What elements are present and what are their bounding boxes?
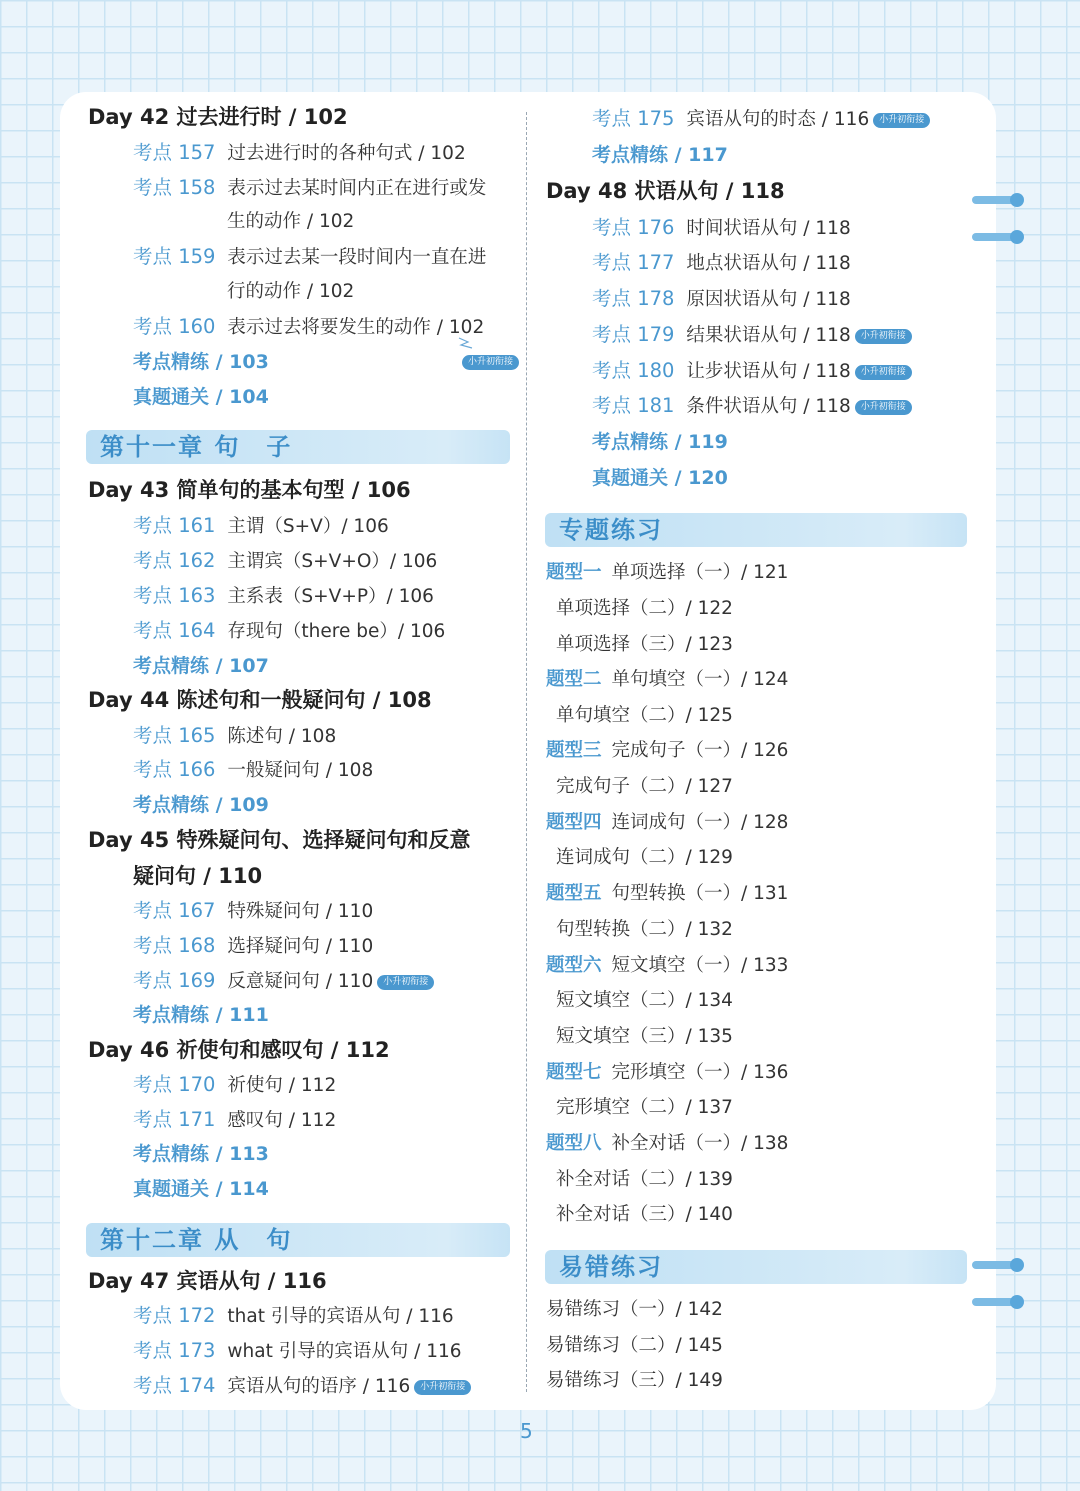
toc-kaodian-entry[interactable] [592,215,851,242]
topic-title: 连词成句（一）/ 128 [611,812,789,833]
topic-type-label: 题型三 [546,740,602,761]
kaodian-number: 考点 160 [133,315,216,338]
continuation-text: 生的动作 / 102 [227,211,355,232]
kaodian-title: that 引导的宾语从句 / 116 [227,1306,454,1327]
day-title: 陈述句和一般疑问句 / 108 [176,688,432,712]
toc-topic-entry[interactable] [556,596,733,622]
toc-day-entry[interactable] [546,178,785,204]
day-title: 状语从句 / 118 [634,179,785,203]
topic-title: 完形填空（二）/ 137 [556,1097,733,1118]
day-title: 宾语从句 / 116 [176,1269,327,1293]
kaodian-title: 陈述句 / 108 [227,726,337,747]
day-label: Day 42 [88,105,170,129]
toc-kaodian-entry[interactable] [592,393,912,420]
kaodian-title: 主谓（S+V）/ 106 [227,516,389,537]
topic-title: 完成句子（一）/ 126 [611,740,789,761]
xiaoshengchu-badge: 小升初衔接 [377,975,434,990]
binder-ring [972,1261,1020,1269]
kaodian-title: 让步状语从句 / 118 [686,361,851,382]
topic-type-label: 题型七 [546,1062,602,1083]
day-label: Day 45 [88,828,170,852]
kaodian-number: 考点 174 [133,1374,216,1397]
binder-ring [972,1298,1020,1306]
practice-link: 考点精练 / 119 [592,431,728,453]
kaodian-title: 过去进行时的各种句式 / 102 [227,143,466,164]
toc-topic-entry[interactable] [546,1060,788,1086]
day-title: 祈使句和感叹句 / 112 [176,1038,390,1062]
kaodian-title: 表示过去将要发生的动作 / 102 [227,317,485,338]
kaodian-title: 一般疑问句 / 108 [227,760,374,781]
kaodian-title: 原因状语从句 / 118 [686,289,851,310]
continuation-text: 疑问句 / 110 [133,864,263,888]
toc-topic-entry[interactable] [546,881,788,907]
kaodian-title: 感叹句 / 112 [227,1110,337,1131]
kaodian-number: 考点 172 [133,1304,216,1327]
kaodian-number: 考点 163 [133,584,216,607]
day-title: 过去进行时 / 102 [176,105,348,129]
exercise-title: 易错练习（二）/ 145 [546,1335,723,1356]
topic-title: 单项选择（二）/ 122 [556,598,733,619]
topic-title: 连词成句（二）/ 129 [556,847,733,868]
topic-title: 句型转换（一）/ 131 [611,883,789,904]
topic-type-label: 题型五 [546,883,602,904]
topic-type-label: 题型二 [546,669,602,690]
toc-topic-entry[interactable] [556,1202,733,1228]
topic-title: 短文填空（一）/ 133 [611,955,789,976]
kaodian-title: 时间状语从句 / 118 [686,218,851,239]
toc-topic-entry[interactable] [556,1167,733,1193]
chapter-heading [545,513,967,547]
kaodian-number: 考点 169 [133,969,216,992]
kaodian-number: 考点 165 [133,724,216,747]
topic-title: 补全对话（一）/ 138 [611,1133,789,1154]
topic-title: 补全对话（三）/ 140 [556,1204,733,1225]
kaodian-number: 考点 170 [133,1073,216,1096]
kaodian-number: 考点 178 [592,287,675,310]
kaodian-number: 考点 162 [133,549,216,572]
day-title: 特殊疑问句、选择疑问句和反意 [176,828,471,852]
kaodian-number: 考点 177 [592,251,675,274]
kaodian-number: 考点 159 [133,245,216,268]
toc-topic-entry[interactable] [546,953,788,979]
toc-topic-entry[interactable] [556,774,733,800]
toc-topic-entry[interactable] [556,988,733,1014]
chapter-title: 易错练习 [559,1253,663,1281]
topic-type-label: 题型六 [546,955,602,976]
toc-topic-entry[interactable] [556,917,733,943]
kaodian-number: 考点 157 [133,141,216,164]
toc-exercise-entry[interactable] [546,1368,723,1394]
kaodian-title: 特殊疑问句 / 110 [227,901,374,922]
binder-ring [972,196,1020,204]
topic-title: 单项选择（一）/ 121 [611,562,789,583]
day-label: Day 47 [88,1269,170,1293]
kaodian-number: 考点 173 [133,1339,216,1362]
toc-practice-entry[interactable] [592,465,728,492]
kaodian-number: 考点 167 [133,899,216,922]
day-label: Day 44 [88,688,170,712]
kaodian-title: 祈使句 / 112 [227,1075,337,1096]
continuation-text: 行的动作 / 102 [227,281,355,302]
exercise-title: 易错练习（一）/ 142 [546,1299,723,1320]
toc-kaodian-entry[interactable] [592,358,912,385]
xiaoshengchu-badge: 小升初衔接 [855,400,912,415]
topic-type-label: 题型八 [546,1133,602,1154]
kaodian-title: 地点状语从句 / 118 [686,253,851,274]
chapter-title: 第十二章 从 句 [100,1226,293,1254]
kaodian-number: 考点 181 [592,394,675,417]
practice-link: 考点精练 / 109 [133,794,269,816]
kaodian-number: 考点 176 [592,216,675,239]
toc-kaodian-entry[interactable] [592,106,930,133]
toc-topic-entry[interactable] [556,1024,733,1050]
kaodian-number: 考点 158 [133,176,216,199]
exercise-title: 易错练习（三）/ 149 [546,1370,723,1391]
xiaoshengchu-badge: 小升初衔接 [462,355,519,370]
topic-title: 句型转换（二）/ 132 [556,919,733,940]
topic-title: 短文填空（三）/ 135 [556,1026,733,1047]
practice-link: 考点精练 / 107 [133,655,269,677]
topic-title: 单项选择（三）/ 123 [556,634,733,655]
page-number: 5 [520,1419,533,1443]
kaodian-number: 考点 171 [133,1108,216,1131]
chapter-title: 专题练习 [559,516,663,544]
toc-practice-entry[interactable] [592,429,728,456]
day-title: 简单句的基本句型 / 106 [176,478,411,502]
kaodian-number: 考点 179 [592,323,675,346]
binder-ring [972,233,1020,241]
column-divider [526,112,527,1392]
kaodian-title: 反意疑问句 / 110 [227,971,374,992]
kaodian-number: 考点 164 [133,619,216,642]
practice-link: 真题通关 / 114 [133,1178,269,1200]
kaodian-title: 结果状语从句 / 118 [686,325,851,346]
kaodian-title: 表示过去某时间内正在进行或发 [227,178,487,199]
topic-title: 短文填空（二）/ 134 [556,990,733,1011]
chapter-title: 第十一章 句 子 [100,433,293,461]
day-label: Day 43 [88,478,170,502]
day-label: Day 48 [546,179,628,203]
topic-type-label: 题型四 [546,812,602,833]
practice-link: 真题通关 / 120 [592,467,728,489]
toc-practice-entry[interactable] [592,142,728,169]
toc-kaodian-entry[interactable] [592,250,851,277]
toc-topic-entry[interactable] [546,738,788,764]
practice-link: 真题通关 / 104 [133,386,269,408]
practice-link: 考点精练 / 111 [133,1004,269,1026]
kaodian-title: 主谓宾（S+V+O）/ 106 [227,551,438,572]
xiaoshengchu-badge: 小升初衔接 [855,329,912,344]
kaodian-title: 条件状语从句 / 118 [686,396,851,417]
kaodian-number: 考点 161 [133,514,216,537]
xiaoshengchu-badge: 小升初衔接 [873,113,930,128]
toc-topic-entry[interactable] [556,632,733,658]
chapter-heading [545,1250,967,1284]
practice-link: 考点精练 / 117 [592,144,728,166]
kaodian-number: 考点 168 [133,934,216,957]
toc-topic-entry[interactable] [546,810,788,836]
kaodian-title: what 引导的宾语从句 / 116 [227,1341,462,1362]
topic-title: 完形填空（一）/ 136 [611,1062,789,1083]
kaodian-title: 宾语从句的时态 / 116 [686,109,870,130]
toc-topic-entry[interactable] [556,845,733,871]
practice-link: 考点精练 / 113 [133,1143,269,1165]
toc-topic-entry[interactable] [546,560,788,586]
toc-topic-entry[interactable] [556,703,733,729]
practice-link: 考点精练 / 103 [133,351,269,373]
topic-title: 补全对话（二）/ 139 [556,1169,733,1190]
toc-topic-entry[interactable] [546,1131,788,1157]
toc-topic-entry[interactable] [556,1095,733,1121]
toc-exercise-entry[interactable] [546,1333,723,1359]
kaodian-number: 考点 180 [592,359,675,382]
topic-type-label: 题型一 [546,562,602,583]
kaodian-number: 考点 175 [592,107,675,130]
kaodian-title: 宾语从句的语序 / 116 [227,1376,411,1397]
kaodian-title: 选择疑问句 / 110 [227,936,374,957]
day-label: Day 46 [88,1038,170,1062]
kaodian-number: 考点 166 [133,758,216,781]
kaodian-title: 主系表（S+V+P）/ 106 [227,586,434,607]
kaodian-title: 表示过去某一段时间内一直在进 [227,247,487,268]
xiaoshengchu-badge: 小升初衔接 [414,1380,471,1395]
topic-title: 单句填空（一）/ 124 [611,669,789,690]
topic-title: 完成句子（二）/ 127 [556,776,733,797]
toc-kaodian-entry[interactable] [592,286,851,313]
xiaoshengchu-badge: 小升初衔接 [855,365,912,380]
kaodian-title: 存现句（there be）/ 106 [227,621,446,642]
toc-exercise-entry[interactable] [546,1297,723,1323]
topic-title: 单句填空（二）/ 125 [556,705,733,726]
toc-topic-entry[interactable] [546,667,788,693]
toc-kaodian-entry[interactable] [592,322,912,349]
